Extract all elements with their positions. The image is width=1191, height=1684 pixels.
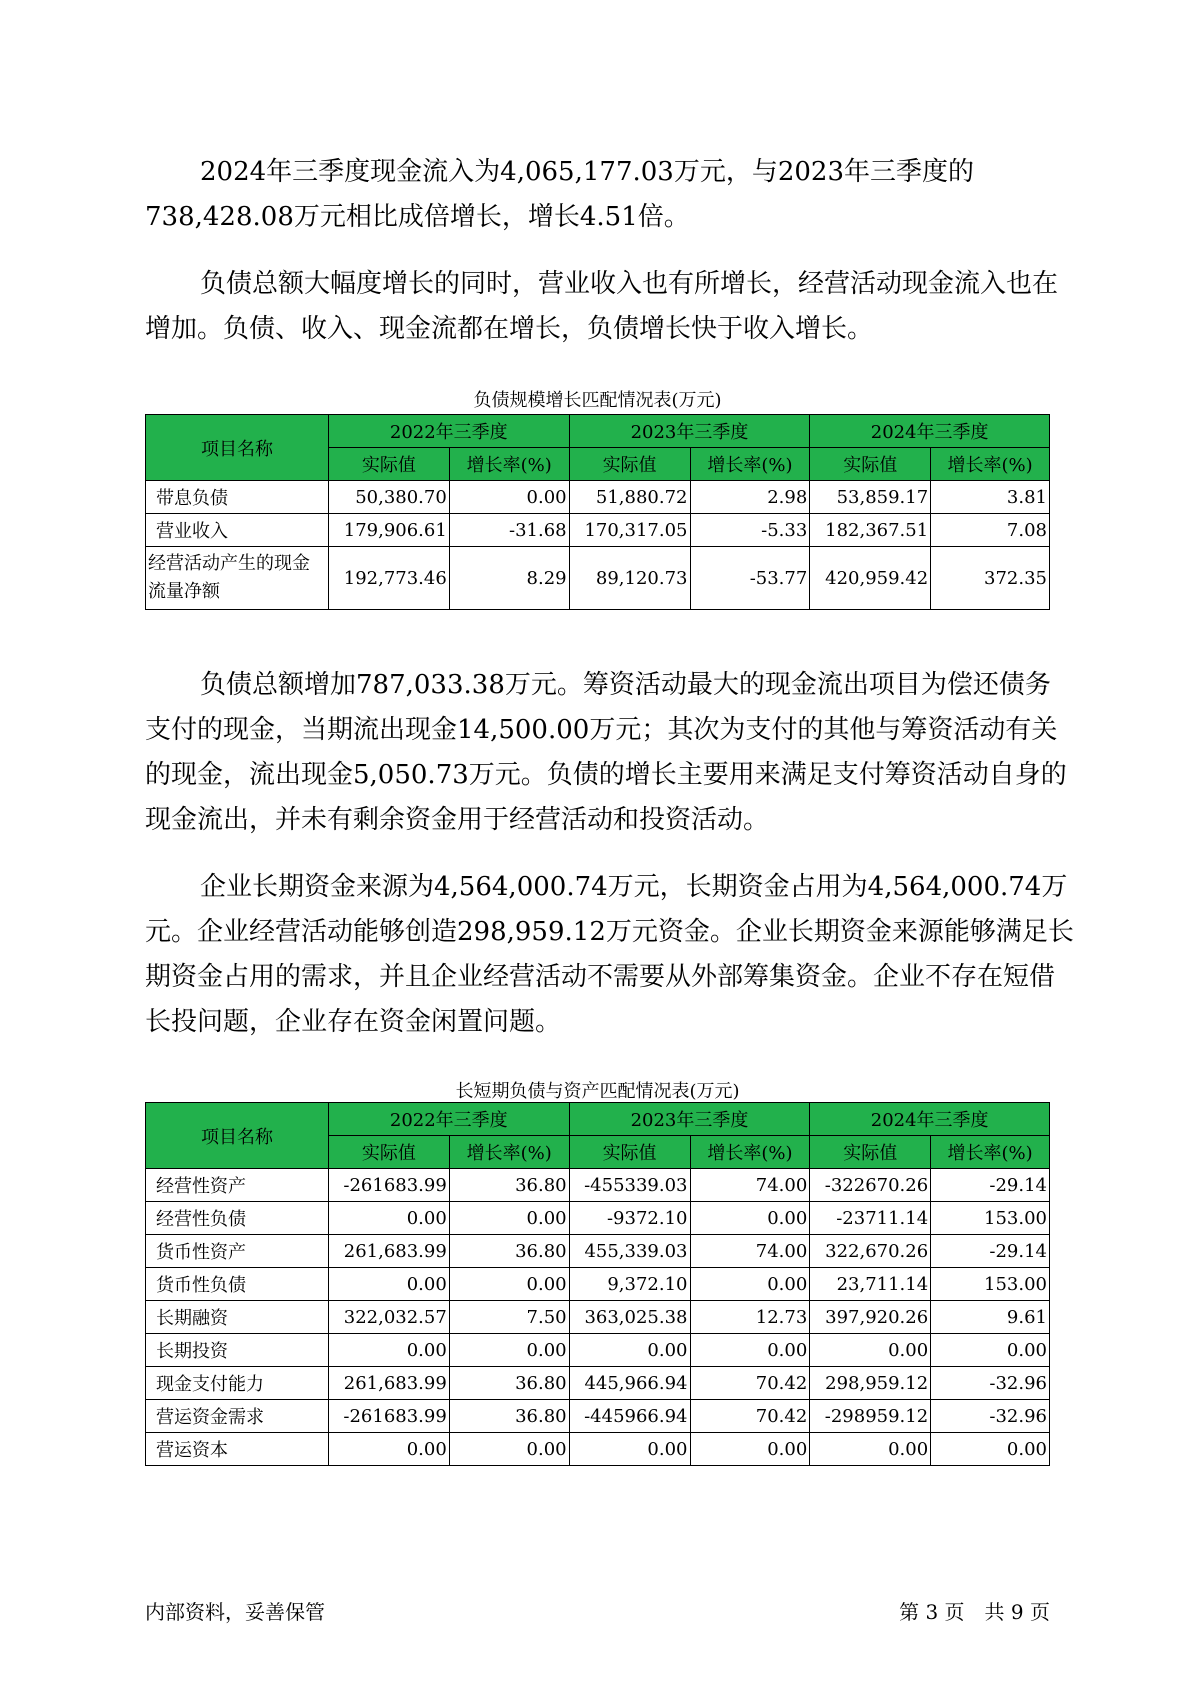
row-label: 营运资本 [146,1433,329,1466]
cell-value: 372.35 [931,547,1050,610]
cell-value: -298959.12 [810,1400,931,1433]
row-label: 货币性负债 [146,1268,329,1301]
table-row [146,1169,1050,1202]
cell-value: -31.68 [449,514,569,547]
cell-value: 261,683.99 [328,1367,449,1400]
header-item-name: 项目名称 [146,415,329,481]
cell-value: -261683.99 [328,1169,449,1202]
table-row [146,1301,1050,1334]
cell-value: 36.80 [449,1169,569,1202]
cell-value: 74.00 [690,1235,810,1268]
asset-liability-match-table [145,1102,1050,1466]
header-actual: 实际值 [810,448,931,481]
cell-value: 0.00 [449,1334,569,1367]
cell-value: 322,032.57 [328,1301,449,1334]
cell-value: 0.00 [931,1433,1050,1466]
cell-value: -445966.94 [569,1400,690,1433]
cell-value: 36.80 [449,1367,569,1400]
header-growth: 增长率(%) [449,1136,569,1169]
cell-value: -32.96 [931,1367,1050,1400]
cell-value: -322670.26 [810,1169,931,1202]
cell-value: 36.80 [449,1400,569,1433]
cell-value: 0.00 [449,1202,569,1235]
cell-value: -29.14 [931,1235,1050,1268]
table-row [146,1202,1050,1235]
cell-value: 298,959.12 [810,1367,931,1400]
cell-value: 23,711.14 [810,1268,931,1301]
cell-value: 0.00 [690,1202,810,1235]
cell-value: 0.00 [328,1334,449,1367]
cell-value: 74.00 [690,1169,810,1202]
cell-value: 0.00 [328,1268,449,1301]
row-label: 带息负债 [146,481,329,514]
cell-value: 261,683.99 [328,1235,449,1268]
cell-value: 0.00 [569,1433,690,1466]
cell-value: 0.00 [690,1268,810,1301]
header-period: 2022年三季度 [328,1103,569,1136]
cell-value: 9,372.10 [569,1268,690,1301]
cell-value: 153.00 [931,1202,1050,1235]
footer-page-number: 第 3 页 共 9 页 [899,1600,1050,1624]
header-period: 2023年三季度 [569,415,810,448]
cell-value: 0.00 [810,1334,931,1367]
cell-value: 0.00 [690,1334,810,1367]
row-label: 现金支付能力 [146,1367,329,1400]
paragraph-liability-increase: 负债总额增加787,033.38万元。筹资活动最大的现金流出项目为偿还债务支付的现金，当期流出现金14,500.00万元；其次为支付的其他与筹资活动有关的现金，流出现金5,050.73万元。负债的增长主要用来满足支付筹资活动自身的现金流出，并未有剩余资金用于经营活动和投资活动。 [145,670,1067,835]
cell-value: -29.14 [931,1169,1050,1202]
cell-value: 3.81 [931,481,1050,514]
cell-value: 0.00 [449,1268,569,1301]
header-actual: 实际值 [328,448,449,481]
cell-value: 192,773.46 [328,547,449,610]
header-actual: 实际值 [328,1136,449,1169]
cell-value: 445,966.94 [569,1367,690,1400]
cell-value: 420,959.42 [810,547,931,610]
cell-value: 53,859.17 [810,481,931,514]
paragraph-cash-inflow: 2024年三季度现金流入为4,065,177.03万元，与2023年三季度的738,428.08万元相比成倍增长，增长4.51倍。 [145,157,975,232]
cell-value: 182,367.51 [810,514,931,547]
cell-value: 0.00 [810,1433,931,1466]
cell-value: 363,025.38 [569,1301,690,1334]
table-row [146,1334,1050,1367]
row-label: 货币性资产 [146,1235,329,1268]
header-growth: 增长率(%) [931,1136,1050,1169]
header-growth: 增长率(%) [449,448,569,481]
cell-value: 8.29 [449,547,569,610]
cell-value: 322,670.26 [810,1235,931,1268]
table-row [146,514,1050,547]
footer-confidential: 内部资料，妥善保管 [145,1600,325,1624]
header-actual: 实际值 [569,1136,690,1169]
row-label: 营业收入 [146,514,329,547]
cell-value: 7.08 [931,514,1050,547]
row-label: 长期投资 [146,1334,329,1367]
cell-value: 70.42 [690,1400,810,1433]
cell-value: -23711.14 [810,1202,931,1235]
cell-value: 0.00 [328,1433,449,1466]
cell-value: 0.00 [569,1334,690,1367]
row-label: 营运资金需求 [146,1400,329,1433]
cell-value: 0.00 [931,1334,1050,1367]
table2-caption: 长短期负债与资产匹配情况表(万元) [455,1081,740,1102]
row-label: 经营性负债 [146,1202,329,1235]
row-label: 经营活动产生的现金流量净额 [146,547,329,610]
cell-value: 12.73 [690,1301,810,1334]
cell-value: 0.00 [449,1433,569,1466]
header-growth: 增长率(%) [931,448,1050,481]
header-growth: 增长率(%) [690,448,810,481]
paragraph-long-term-funds: 企业长期资金来源为4,564,000.74万元，长期资金占用为4,564,000.74万元。企业经营活动能够创造298,959.12万元资金。企业长期资金来源能够满足长期资金占用的需求，并且企业经营活动不需要从外部筹集资金。企业不存在短借长投问题，企业存在资金闲置问题。 [145,872,1074,1037]
cell-value: 179,906.61 [328,514,449,547]
header-growth: 增长率(%) [690,1136,810,1169]
cell-value: -5.33 [690,514,810,547]
table-row [146,1400,1050,1433]
cell-value: 153.00 [931,1268,1050,1301]
cell-value: 51,880.72 [569,481,690,514]
row-label: 经营性资产 [146,1169,329,1202]
header-item-name: 项目名称 [146,1103,329,1169]
cell-value: 170,317.05 [569,514,690,547]
table-row [146,1367,1050,1400]
header-period: 2023年三季度 [569,1103,810,1136]
cell-value: 7.50 [449,1301,569,1334]
header-actual: 实际值 [569,448,690,481]
cell-value: 397,920.26 [810,1301,931,1334]
cell-value: 0.00 [328,1202,449,1235]
header-period: 2024年三季度 [810,415,1050,448]
row-label: 长期融资 [146,1301,329,1334]
paragraph-liability-growth: 负债总额大幅度增长的同时，营业收入也有所增长，经营活动现金流入也在增加。负债、收入、现金流都在增长，负债增长快于收入增长。 [145,269,1059,344]
cell-value: 50,380.70 [328,481,449,514]
cell-value: 455,339.03 [569,1235,690,1268]
table-row [146,481,1050,514]
header-actual: 实际值 [810,1136,931,1169]
table-row [146,1433,1050,1466]
cell-value: -32.96 [931,1400,1050,1433]
table-row [146,547,1050,610]
cell-value: -53.77 [690,547,810,610]
cell-value: 0.00 [449,481,569,514]
cell-value: 2.98 [690,481,810,514]
cell-value: 70.42 [690,1367,810,1400]
cell-value: 0.00 [690,1433,810,1466]
cell-value: 89,120.73 [569,547,690,610]
header-period: 2024年三季度 [810,1103,1050,1136]
table-row [146,1235,1050,1268]
cell-value: -9372.10 [569,1202,690,1235]
cell-value: 36.80 [449,1235,569,1268]
table-row [146,1268,1050,1301]
header-period: 2022年三季度 [328,415,569,448]
table1-caption: 负债规模增长匹配情况表(万元) [473,390,722,411]
cell-value: -455339.03 [569,1169,690,1202]
cell-value: 9.61 [931,1301,1050,1334]
liability-growth-table [145,414,1050,610]
cell-value: -261683.99 [328,1400,449,1433]
